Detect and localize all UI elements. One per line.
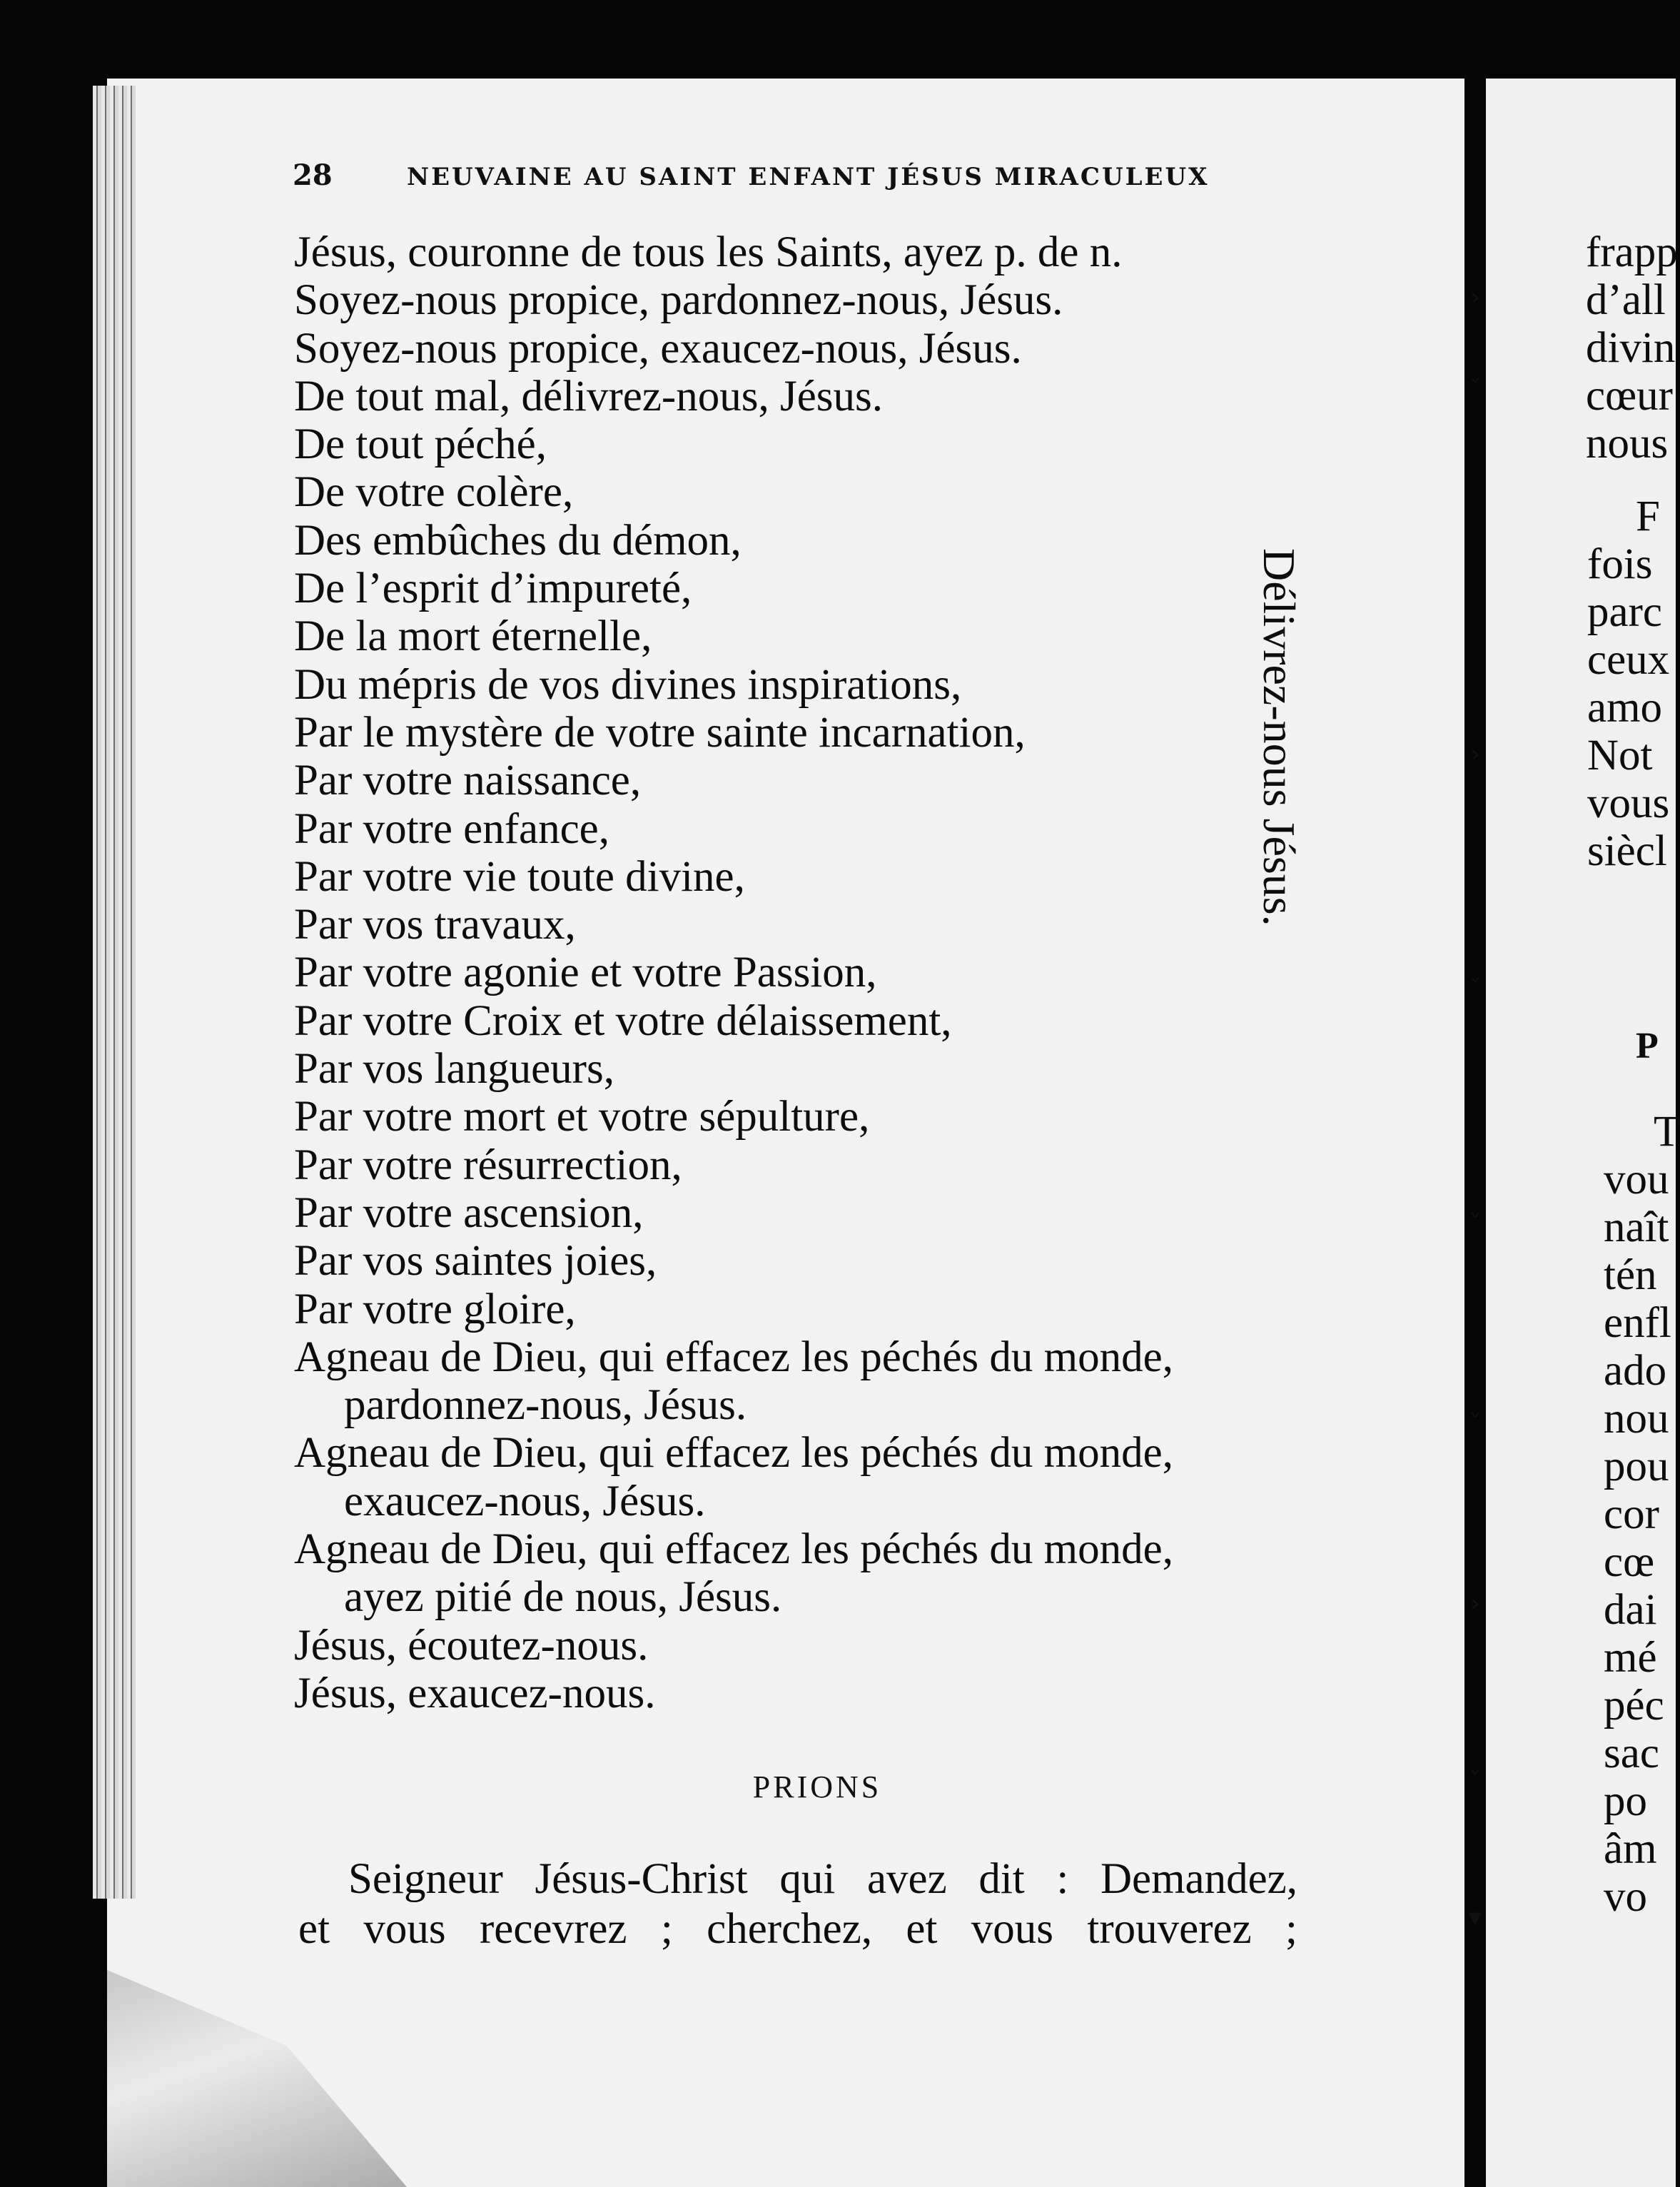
right-page-fragment: parc	[1587, 588, 1662, 636]
right-page-fragment: tén	[1604, 1251, 1657, 1299]
litany-response-vertical: Délivrez-nous Jésus.	[1254, 548, 1305, 926]
litany-line: Agneau de Dieu, qui effacez les péchés du monde,	[294, 1525, 1173, 1574]
right-page-fragment: fois	[1587, 540, 1653, 588]
right-page-fragment: amo	[1587, 684, 1663, 732]
litany-line: De la mort éternelle,	[294, 612, 652, 661]
right-page-fragment: mé	[1604, 1634, 1657, 1682]
litany-line: Par votre naissance,	[294, 757, 642, 805]
right-page-fragment: nous	[1586, 420, 1669, 468]
litany-line: De tout péché,	[294, 420, 547, 469]
running-header	[293, 158, 1277, 201]
binding-stitch-icon: ˇ	[1469, 1410, 1482, 1440]
prayer-text	[298, 1854, 1297, 1954]
prayer-line: Seigneur Jésus-Christ qui avez dit : Demandez,	[348, 1855, 1297, 1903]
right-page-fragment: pou	[1604, 1443, 1669, 1490]
right-page-fragment: d’all	[1586, 276, 1666, 324]
litany-line: Par vos langueurs,	[294, 1045, 614, 1094]
right-page-fragment: divin	[1586, 324, 1676, 372]
right-page-fragment: cor	[1604, 1490, 1659, 1538]
litany-line: ayez pitié de nous, Jésus.	[344, 1573, 782, 1622]
right-page-fragment: enfl	[1604, 1299, 1671, 1347]
right-page-fragment: péc	[1604, 1682, 1664, 1729]
binding-stitch-icon: ›	[1469, 283, 1481, 312]
litany-line: Par vos travaux,	[294, 901, 576, 949]
binding-stitch-icon: ›	[1469, 739, 1481, 769]
right-page-fragment: siècl	[1587, 827, 1667, 875]
litany-line: Par votre Croix et votre délaissement,	[294, 996, 952, 1045]
litany-line: pardonnez-nous, Jésus.	[344, 1381, 747, 1430]
right-page-fragment: po	[1604, 1777, 1647, 1825]
binding-stitch-icon: ›	[1469, 1589, 1481, 1618]
litany-text	[294, 228, 1343, 1717]
litany-line: Du mépris de vos divines inspirations,	[294, 660, 962, 709]
page-number: 28	[293, 158, 333, 192]
right-page-fragment: naît	[1604, 1203, 1669, 1251]
right-page-fragment: sac	[1604, 1729, 1659, 1777]
litany-line: Soyez-nous propice, exaucez-nous, Jésus.	[294, 324, 1022, 373]
running-title: NEUVAINE AU SAINT ENFANT JÉSUS MIRACULEUX	[407, 163, 1210, 191]
litany-line: Par votre vie toute divine,	[294, 852, 745, 901]
prayer-heading: PRIONS	[752, 1769, 882, 1804]
litany-line: De votre colère,	[294, 468, 574, 517]
litany-line: De l’esprit d’impureté,	[294, 565, 692, 613]
right-page	[1486, 79, 1680, 2187]
litany-line: Par vos saintes joies,	[294, 1237, 657, 1286]
right-page-fragment: vous	[1587, 779, 1670, 827]
right-page-fragment: Not	[1587, 732, 1653, 779]
right-page-fragment: ado	[1604, 1347, 1667, 1395]
litany-line: Par votre résurrection,	[294, 1141, 682, 1189]
litany-line: Agneau de Dieu, qui effacez les péchés du monde,	[294, 1333, 1173, 1381]
right-page-fragment: nou	[1604, 1395, 1669, 1443]
right-page-fragment: âm	[1604, 1825, 1657, 1873]
right-page-fragment: F	[1636, 493, 1660, 540]
litany-line: Par votre agonie et votre Passion,	[294, 949, 877, 997]
binding-stitch-icon: ˇ	[1469, 1767, 1482, 1797]
litany-line: Des embûches du démon,	[294, 516, 742, 565]
right-page-fragment: T	[1654, 1108, 1680, 1156]
litany-line: Par votre mort et votre sépulture,	[294, 1093, 870, 1141]
litany-line: Jésus, exaucez-nous.	[294, 1669, 656, 1717]
litany-line: Soyez-nous propice, pardonnez-nous, Jésus.	[294, 276, 1063, 325]
binding-stitch-icon: ˇ	[1469, 975, 1482, 1004]
right-page-heading-fragment: P	[1636, 1026, 1659, 1066]
right-page-fragment: cœur	[1586, 372, 1673, 420]
litany-line: De tout mal, délivrez-nous, Jésus.	[294, 372, 884, 420]
litany-line: Par le mystère de votre sainte incarnation,	[294, 708, 1026, 757]
binding-stitch-icon: ▾	[1468, 1903, 1482, 1932]
litany-line: Par votre ascension,	[294, 1188, 644, 1237]
litany-line: exaucez-nous, Jésus.	[344, 1477, 706, 1525]
prayer-line: et vous recevrez ; cherchez, et vous trouverez ;	[298, 1905, 1297, 1953]
litany-line: Jésus, écoutez-nous.	[294, 1621, 649, 1670]
litany-line: Par votre gloire,	[294, 1285, 576, 1333]
binding-stitch-icon: ˇ	[1469, 375, 1482, 405]
litany-line: Agneau de Dieu, qui effacez les péchés du monde,	[294, 1429, 1173, 1478]
litany-line: Par votre enfance,	[294, 804, 610, 853]
binding-stitch-icon: ˇ	[1469, 1211, 1482, 1240]
right-page-fragment: dai	[1604, 1586, 1657, 1634]
right-page-fragment: vo	[1604, 1873, 1647, 1921]
right-page-fragment: vou	[1604, 1156, 1669, 1203]
right-page-fragment: frapp	[1586, 228, 1678, 276]
right-page-fragment: cœ	[1604, 1538, 1655, 1586]
litany-line: Jésus, couronne de tous les Saints, ayez p. de n.	[294, 228, 1123, 276]
right-page-fragment: ceux	[1587, 636, 1670, 684]
page-edges	[93, 86, 136, 1899]
